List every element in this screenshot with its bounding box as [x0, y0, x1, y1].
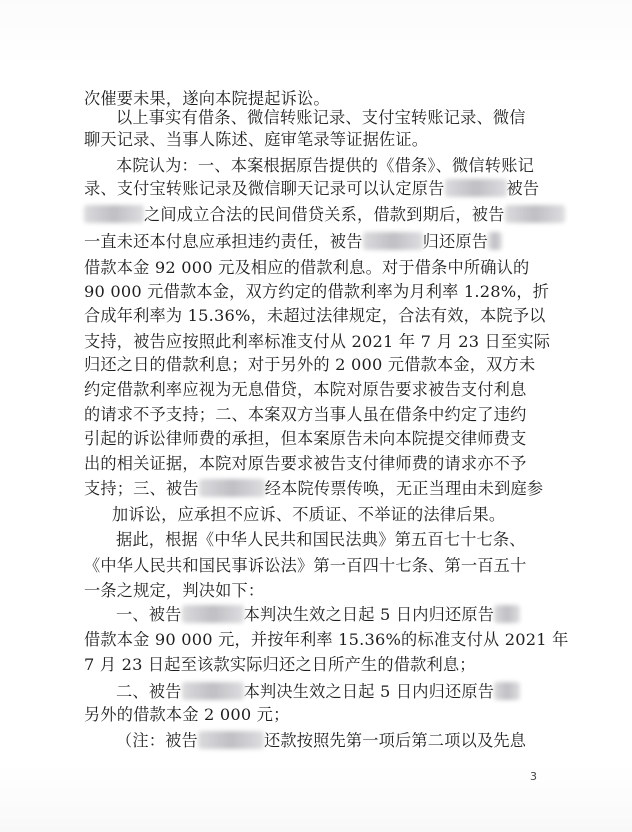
redacted-name: [199, 479, 265, 497]
text-line: [84, 650, 476, 680]
redacted-name: [445, 179, 507, 197]
text: 归还之日的借款利息；对于另外的 2 000 元借款本金，双方未: [84, 355, 536, 374]
text: 《中华人民共和国民事诉讼法》第一百四十七条、第一百五十: [84, 556, 527, 575]
text: 7 月 23 日起至该款实际归还之日所产生的借款利息；: [84, 655, 476, 674]
text: 另外的借款本金 2 000 元；: [84, 705, 290, 724]
text: 之间成立合法的民间借贷关系，借款到期后，被告: [144, 205, 505, 224]
text: 出的相关证据，本院对原告要求被告支付律师费的请求亦不予: [84, 454, 527, 473]
redacted-name: [363, 232, 423, 250]
redacted-name: [494, 605, 520, 623]
text: 本判决生效之日起 5 日内归还原告: [243, 682, 495, 701]
text: 引起的诉讼律师费的承担，但本案原告未向本院提交律师费支: [84, 429, 527, 448]
text: 还款按照先第一项后第二项以及先息: [263, 731, 527, 750]
text: 归还原告: [422, 232, 489, 251]
text: 据此，根据《中华人民共和国民法典》第五百七十七条、: [116, 530, 526, 549]
text: 的请求不予支持；二、本案双方当事人虽在借条中约定了违约: [84, 405, 527, 424]
text-line: [84, 200, 565, 230]
text: 支持，被告应按照此利率标准支付从 2021 年 7 月 23 日至实际: [84, 332, 551, 351]
text: 本院认为：一、本案根据原告提供的《借条》、微信转账记: [116, 156, 534, 175]
redacted-name: [84, 205, 144, 223]
text: 本判决生效之日起 5 日内归还原告: [243, 605, 495, 624]
text: 借款本金 90 000 元，并按年利率 15.36%的标准支付从 2021 年: [84, 630, 569, 649]
text-line: [116, 726, 526, 756]
redacted-name: [182, 605, 244, 623]
redacted-name: [488, 232, 502, 250]
text: 90 000 元借款本金，双方约定的借款利率为月利率 1.28%，折: [84, 282, 550, 301]
text: 经本院传票传唤，无正当理由未到庭参: [264, 479, 544, 498]
text: 借款本金 92 000 元及相应的借款利息。对于借条中所确认的: [84, 258, 530, 277]
text: 聊天记录、当事人陈述、庭审笔录等证据佐证。: [84, 130, 429, 149]
text: 一直未还本付息应承担违约责任，被告: [84, 232, 363, 251]
text: 次催要未果，遂向本院提起诉讼。: [84, 89, 330, 108]
text: 一条之规定，判决如下：: [84, 581, 265, 600]
redacted-name: [494, 682, 520, 700]
page-number: 3: [530, 770, 537, 783]
redacted-name: [505, 205, 565, 223]
text: 合成年利率为 15.36%，未超过法律规定，合法有效，本院予以: [84, 306, 546, 325]
text: 二、被告: [116, 682, 182, 701]
text: 一、被告: [116, 605, 182, 624]
redacted-name: [198, 731, 264, 749]
text: （注：被告: [116, 731, 198, 750]
text: 以上事实有借条、微信转账记录、支付宝转账记录、微信: [116, 108, 526, 127]
text: 加诉讼，应承担不应诉、不质证、不举证的法律后果。: [112, 505, 506, 524]
text: 被告: [506, 179, 540, 198]
redacted-name: [182, 682, 244, 700]
text: 录、支付宝转账记录及微信聊天记录可以认定原告: [84, 179, 445, 198]
text: 约定借款利率应视为无息借贷，本院对原告要求被告支付利息: [84, 380, 527, 399]
text: 支持；三、被告: [84, 479, 199, 498]
